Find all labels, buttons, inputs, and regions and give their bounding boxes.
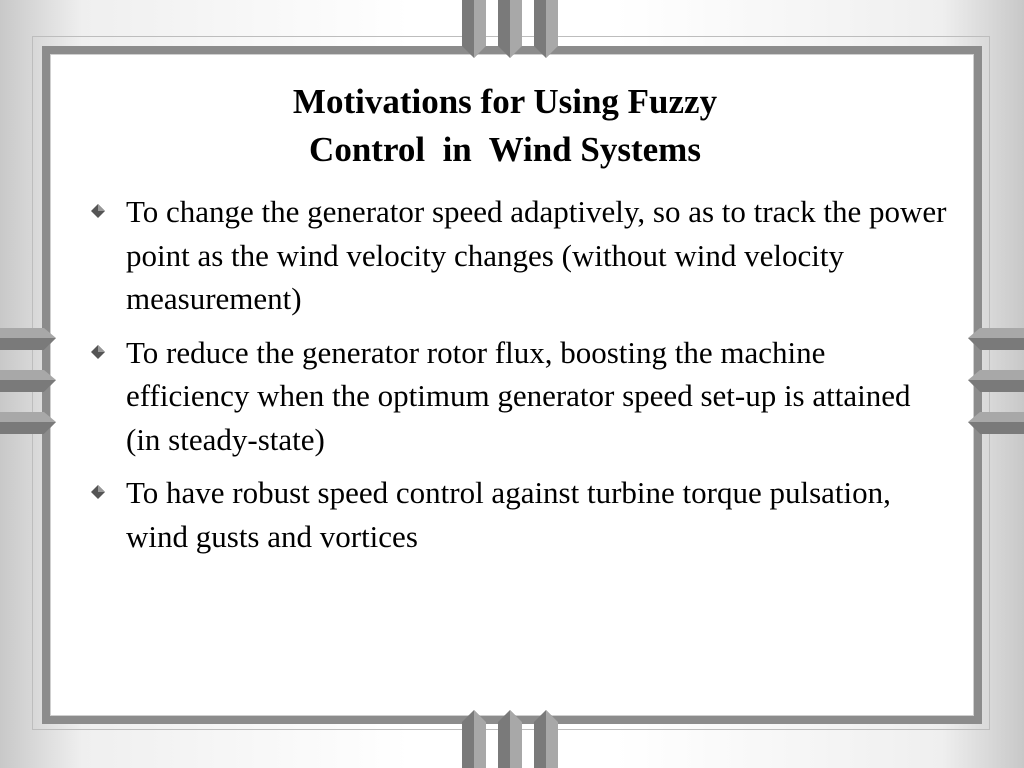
bullet-text: To reduce the generator rotor flux, boosting the machine efficiency when the optimum generator speed set-up is attained (in steady-state) [126, 334, 911, 457]
bottom-frame-clip [458, 710, 562, 768]
right-frame-clip [966, 326, 1024, 446]
bullet-item [88, 190, 948, 321]
bullet-list [88, 190, 948, 568]
bullet-item [88, 471, 948, 558]
diamond-bullet-icon [91, 204, 105, 218]
bullet-item [88, 331, 948, 462]
slide-title: Motivations for Using Fuzzy Control in Wind Systems [292, 82, 718, 169]
bullet-text: To change the generator speed adaptively, so as to track the power point as the wind velocity changes (without wind velocity measurement) [126, 194, 947, 316]
diamond-bullet-icon [91, 345, 105, 359]
bullet-text: To have robust speed control against turbine torque pulsation, wind gusts and vortices [126, 475, 891, 554]
top-frame-clip [458, 0, 562, 58]
left-frame-clip [0, 326, 58, 446]
diamond-bullet-icon [91, 485, 105, 499]
